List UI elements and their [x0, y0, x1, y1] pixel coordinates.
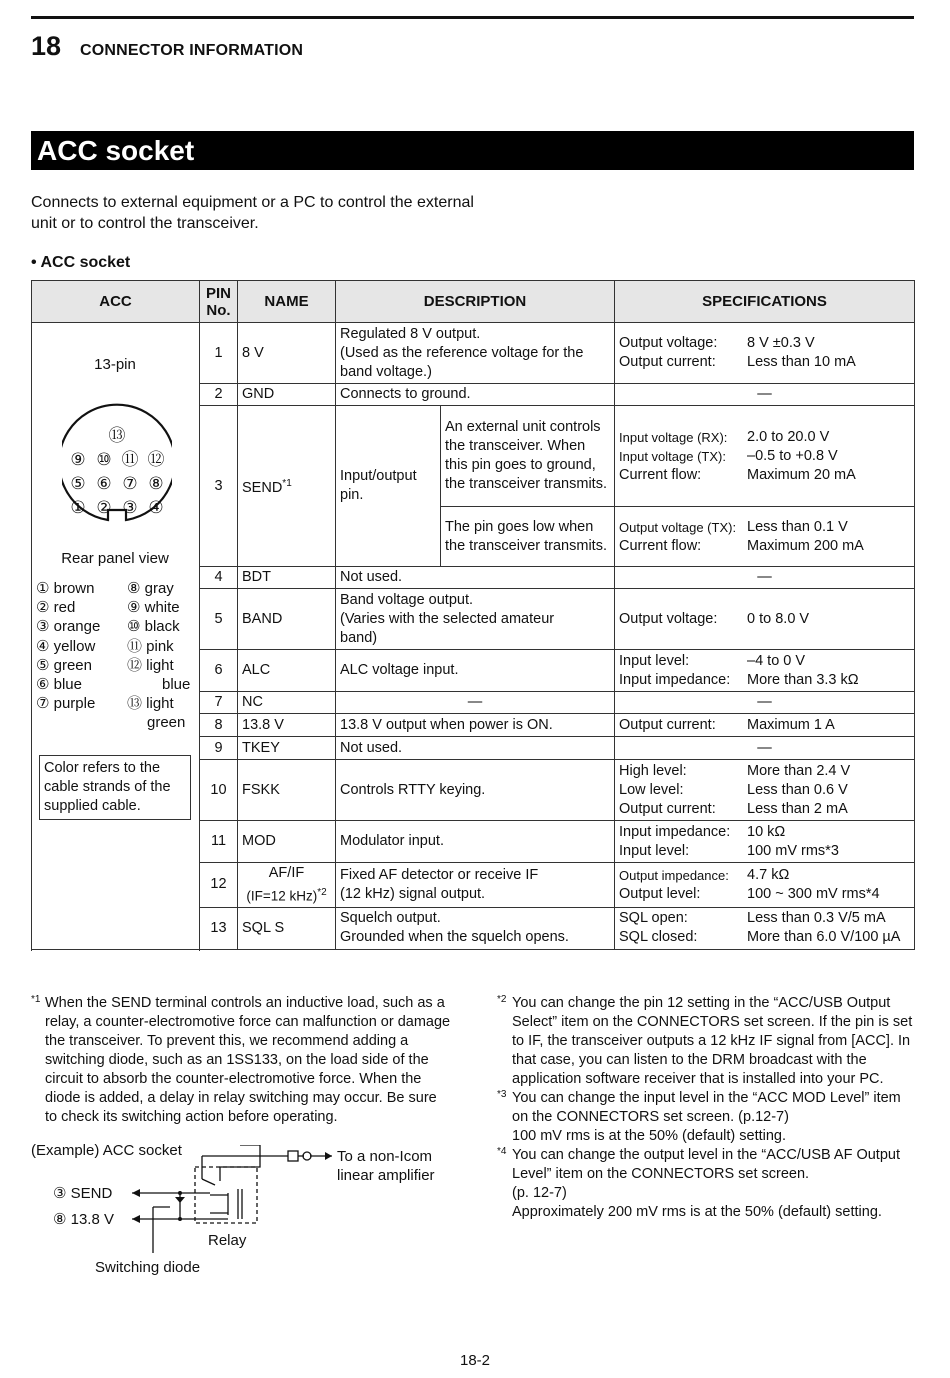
pin-spec — [615, 650, 915, 692]
pin-spec — [615, 714, 915, 737]
pin-number: 2 — [200, 384, 238, 406]
diagram-send-label: ③ SEND — [53, 1185, 113, 1202]
spec-key: Current flow: — [619, 537, 702, 554]
footnote-ref: *1 — [282, 478, 292, 490]
pin-number: 1 — [200, 323, 238, 384]
spec-value: Less than 0.1 V — [747, 518, 848, 535]
diagram-138v-label: ⑧ 13.8 V — [53, 1211, 114, 1228]
page-number: 18-2 — [459, 1352, 491, 1369]
pin-number: 6 — [200, 650, 238, 692]
footnote-mark: *3 — [497, 1089, 507, 1100]
color-item: ⑬ light — [127, 695, 174, 713]
pin-spec: — — [615, 692, 915, 714]
spec-value: 10 kΩ — [747, 823, 786, 840]
color-item: ⑩ black — [127, 618, 180, 636]
spec-key: Output current: — [619, 354, 716, 370]
spec-value: 8 V ±0.3 V — [747, 335, 815, 351]
color-item: ⑤ green — [36, 656, 92, 674]
pin-description: Not used. — [336, 567, 615, 589]
color-item: ② red — [36, 599, 76, 617]
header-acc: ACC — [32, 281, 200, 323]
connector-pinout-icon — [62, 395, 172, 525]
pin-number: 3 — [200, 406, 238, 567]
spec-value: More than 6.0 V/100 µA — [747, 929, 901, 945]
pin-number: 4 — [200, 567, 238, 589]
pin-description: ALC voltage input. — [336, 650, 615, 692]
spec-key: Input impedance: — [619, 671, 731, 688]
pin-spec — [615, 821, 915, 863]
spec-key: Current flow: — [619, 466, 702, 483]
pin-description-output: The pin goes low when the transceiver transmits. — [441, 507, 615, 567]
pin-description: — — [336, 692, 615, 714]
color-legend — [36, 579, 196, 733]
color-item: ⑨ white — [127, 599, 180, 617]
footnote-3 — [497, 1089, 917, 1146]
spec-value: Less than 2 mA — [747, 800, 848, 817]
spec-value: Maximum 20 mA — [747, 466, 856, 483]
spec-key: Input impedance: — [619, 823, 731, 840]
spec-key: High level: — [619, 762, 687, 779]
chapter-title: CONNECTOR INFORMATION — [80, 42, 304, 59]
relay-circuit-icon — [120, 1145, 340, 1255]
footnote-1 — [31, 994, 451, 1127]
pin-spec — [615, 760, 915, 821]
spec-key: Output voltage: — [619, 610, 718, 627]
pin-description-input: An external unit controls the transceiver. When this pin goes to ground, the transceiver transmits. — [441, 406, 615, 507]
chapter-number: 18 — [31, 31, 62, 61]
pin-label: ② — [96, 498, 112, 518]
pin-label: ⑫ — [147, 450, 165, 470]
header-pin-no: PIN No. — [200, 281, 238, 323]
footnote-text: You can change the input level in the “ACC MOD Level” item on the CONNECTORS set screen. (p.12-7) 100 mV rms is at the 50% (default) setting. — [512, 1090, 901, 1144]
spec-value: –0.5 to +0.8 V — [747, 447, 838, 464]
color-item: ⑥ blue — [36, 676, 82, 694]
spec-key: Output impedance: — [619, 867, 729, 883]
color-item: ① brown — [36, 580, 95, 597]
spec-value: 100 ~ 300 mV rms*4 — [747, 885, 880, 902]
pin-label: ⑦ — [122, 474, 138, 494]
header-specifications: SPECIFICATIONS — [615, 281, 915, 323]
spec-value: Less than 0.6 V — [747, 781, 848, 798]
color-item: green — [147, 714, 186, 732]
pin-name: SQL S — [238, 907, 336, 949]
spec-key: Output voltage: — [619, 335, 718, 351]
pin-count-label: 13-pin — [94, 356, 136, 373]
pin-name-text: SEND — [242, 479, 283, 496]
color-item: ⑧ gray — [127, 580, 174, 597]
pin-number: 8 — [200, 714, 238, 737]
diagram-relay-label: Relay — [208, 1232, 247, 1249]
color-item: ⑫ light — [127, 656, 174, 674]
footnote-text: You can change the pin 12 setting in the “ACC/USB Output Select” item on the CONNECTORS set screen. If the pin is set to IF, the transceiver outputs a 12 kHz IF signal from [ACC]. In that case, you can listen to the DRM broadcast with the application software receiver that is installed into your PC. — [512, 995, 913, 1087]
pin-description: Regulated 8 V output. (Used as the reference voltage for the band voltage.) — [336, 323, 615, 384]
section-title: ACC socket — [31, 131, 914, 170]
footnotes-left — [31, 994, 451, 1127]
spec-key: Output current: — [619, 800, 716, 817]
color-item: ③ orange — [36, 618, 101, 636]
acc-pin-table — [31, 280, 915, 950]
spec-key: Input voltage (TX): — [619, 448, 726, 464]
pin-description: Input/output pin. — [336, 406, 441, 567]
table-row — [32, 323, 915, 384]
pin-description: Band voltage output. (Varies with the selected amateur band) — [336, 589, 615, 650]
diagram-amp-label-2: linear amplifier — [337, 1167, 435, 1184]
pin-spec — [615, 406, 915, 507]
pin-number: 11 — [200, 821, 238, 863]
pin-name: MOD — [238, 821, 336, 863]
pin-name: ALC — [238, 650, 336, 692]
color-item: ⑪ pink — [127, 637, 174, 655]
footnote-mark: *1 — [31, 994, 41, 1005]
pin-number: 13 — [200, 907, 238, 949]
pin-spec — [615, 589, 915, 650]
spec-value: 2.0 to 20.0 V — [747, 428, 830, 445]
header-description: DESCRIPTION — [336, 281, 615, 323]
pin-name-sub: (IF=12 kHz) — [246, 888, 318, 904]
pin-name: TKEY — [238, 737, 336, 760]
pin-label: ④ — [148, 498, 164, 518]
footnote-text: You can change the output level in the “ACC/USB AF Output Level” item on the CONNECTORS set screen. (p. 12-7) Approximately 200 mV rms is at the 50% (default) setting. — [512, 1147, 900, 1220]
pin-name: BAND — [238, 589, 336, 650]
spec-value: Maximum 1 A — [747, 716, 835, 733]
diagram-diode-label: Switching diode — [95, 1259, 201, 1276]
pin-label: ⑩ — [96, 450, 112, 470]
footnote-2 — [497, 994, 917, 1089]
pin-label: ③ — [122, 498, 138, 518]
pin-name: BDT — [238, 567, 336, 589]
spec-value: 100 mV rms*3 — [747, 842, 839, 859]
pin-label: ⑧ — [148, 474, 164, 494]
pin-description: Modulator input. — [336, 821, 615, 863]
pin-number: 5 — [200, 589, 238, 650]
footnote-ref: *2 — [317, 887, 327, 898]
pin-spec: — — [615, 567, 915, 589]
pin-name-text: AF/IF — [268, 865, 305, 881]
pin-number: 10 — [200, 760, 238, 821]
header-rule — [31, 16, 914, 19]
spec-key: Input level: — [619, 652, 690, 669]
pin-label: ⑨ — [70, 450, 86, 470]
pin-name: 13.8 V — [238, 714, 336, 737]
pin-description: Not used. — [336, 737, 615, 760]
pin-spec — [615, 323, 915, 384]
header-name: NAME — [238, 281, 336, 323]
pin-label: ① — [70, 498, 86, 518]
pin-description: Controls RTTY keying. — [336, 760, 615, 821]
color-item: ⑦ purple — [36, 695, 96, 713]
color-item: blue — [162, 676, 191, 694]
footnote-mark: *4 — [497, 1146, 507, 1157]
spec-value: –4 to 0 V — [747, 652, 806, 669]
pin-description: Fixed AF detector or receive IF (12 kHz) signal output. — [336, 863, 615, 908]
pin-name — [238, 863, 336, 908]
pin-number: 9 — [200, 737, 238, 760]
pin-spec: — — [615, 737, 915, 760]
diagram-amp-label-1: To a non-Icom — [337, 1148, 433, 1165]
pin-name: 8 V — [238, 323, 336, 384]
spec-value: More than 2.4 V — [747, 762, 851, 779]
pin-name: GND — [238, 384, 336, 406]
pin-description: Squelch output. Grounded when the squelch opens. — [336, 907, 615, 949]
spec-value: 0 to 8.0 V — [747, 610, 810, 627]
spec-value: More than 3.3 kΩ — [747, 671, 859, 688]
diagram-title: (Example) ACC socket — [31, 1142, 182, 1159]
pin-spec — [615, 907, 915, 949]
footnotes-right — [497, 994, 917, 1222]
pin-spec: — — [615, 384, 915, 406]
table-subheading: • ACC socket — [31, 254, 131, 271]
section-intro: Connects to external equipment or a PC to control the external unit or to control the transceiver. — [31, 194, 474, 232]
spec-value: Less than 0.3 V/5 mA — [747, 910, 886, 926]
acc-connector-cell — [32, 323, 200, 950]
pin-spec — [615, 507, 915, 567]
pin-number: 7 — [200, 692, 238, 714]
footnote-text: When the SEND terminal controls an inductive load, such as a relay, a counter-electromotive force can malfunction or damage the transceiver. To prevent this, we recommend adding a switching diode, such as an 1SS133, on the load side of the circuit to absorb the counter-electromotive force. When the diode is added, a delay in relay switching may occur. Be sure to check its switching action before operating. — [45, 995, 451, 1125]
spec-key: Input level: — [619, 842, 690, 859]
pin-label: ⑪ — [121, 450, 139, 470]
pin-name: NC — [238, 692, 336, 714]
footnote-mark: *2 — [497, 994, 507, 1005]
spec-value: Less than 10 mA — [747, 354, 856, 370]
pin-label: ⑤ — [70, 474, 86, 494]
spec-key: Output current: — [619, 716, 716, 733]
spec-key: Input voltage (RX): — [619, 429, 728, 445]
rear-panel-label: Rear panel view — [61, 550, 169, 567]
pin-description: Connects to ground. — [336, 384, 615, 406]
pin-label: ⑥ — [96, 474, 112, 494]
pin-number: 12 — [200, 863, 238, 908]
spec-value: 4.7 kΩ — [747, 866, 790, 883]
footnote-4 — [497, 1146, 917, 1222]
spec-key: SQL open: — [619, 910, 688, 926]
pin-label: ⑬ — [108, 426, 126, 446]
pin-spec — [615, 863, 915, 908]
spec-key: Output level: — [619, 885, 701, 902]
color-note: Color refers to the cable strands of the supplied cable. — [39, 755, 191, 820]
spec-key: Low level: — [619, 781, 684, 798]
spec-value: Maximum 200 mA — [747, 537, 864, 554]
spec-key: Output voltage (TX): — [619, 519, 737, 535]
pin-name — [238, 406, 336, 567]
color-item: ④ yellow — [36, 637, 96, 655]
pin-description: 13.8 V output when power is ON. — [336, 714, 615, 737]
pin-name: FSKK — [238, 760, 336, 821]
spec-key: SQL closed: — [619, 929, 698, 945]
